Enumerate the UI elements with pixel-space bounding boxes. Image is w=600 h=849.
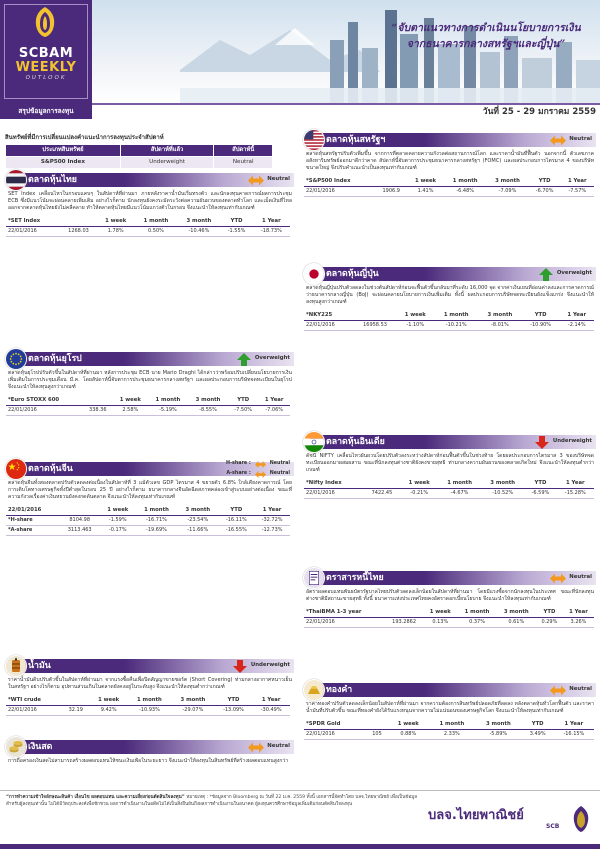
table-cell: 3.26%	[563, 617, 594, 627]
col-header: 1 month	[136, 506, 177, 516]
performance-table	[304, 719, 594, 740]
table-cell: -1.59%	[100, 516, 136, 526]
section-europe	[2, 347, 296, 416]
summary-header: สัปดาห์ที่แล้ว	[120, 144, 214, 156]
sub-label: สรุปข้อมูลการลงทุน	[0, 103, 92, 119]
col-header: 1 Year	[563, 607, 594, 617]
table-cell: *A-share	[6, 526, 60, 536]
section-header	[300, 678, 598, 700]
col-header: 1 week	[90, 695, 128, 705]
disclaimer	[6, 795, 418, 808]
section-header	[2, 347, 296, 369]
col-header: 3 month	[478, 311, 522, 321]
rating-label: Underweight	[250, 662, 290, 669]
rating-badge	[232, 657, 290, 675]
col-header: 1 month	[134, 217, 177, 227]
section-china	[2, 457, 296, 536]
section-header	[300, 430, 598, 452]
col-header: 1 Year	[554, 719, 594, 729]
table-cell: -12.73%	[254, 526, 290, 536]
table-row	[304, 617, 594, 627]
rating-label: Overweight	[254, 355, 290, 362]
table-cell: -11.66%	[177, 526, 218, 536]
table-cell: -10.93%	[128, 705, 172, 715]
col-header: YTD	[215, 695, 253, 705]
rating-badge	[248, 738, 290, 756]
table-cell: 0.13%	[423, 617, 457, 627]
rating-label: Neutral	[267, 176, 290, 183]
section-body: ตลาดหุ้นญี่ปุ่นปรับตัวลดลงในช่วงต้นสัปดาห์ก่อนจะฟื้นตัวขึ้นกลับมาที่ระดับ 16,000 จุด จากค่าเงินเยนที่อ่อนค่าลงและการคาดการณ์ว่าธนาคารกลางญี่ปุ่น (BoJ) จะผ่อนคลายนโยบายการเงินเพิ่มเติม ทั้งนี้ ผลประกอบการบริษัทจดทะเบียนยังแข็งแกร่ง จึงแนะนำให้ลงทุนสูงกว่าเกณฑ์	[306, 285, 594, 306]
section-body: SET Index เคลื่อนไหวในกรอบแคบๆ ในสัปดาห์ที่ผ่านมา ภายหลังราคาน้ำมันเริ่มทรงตัว และนักลงทุนคาดการณ์ผลการประชุม ECB ซึ่งมีแนวโน้มจะผ่อนคลายเพิ่มเติม อย่างไรก็ตาม นักลงทุนยังคงระมัดระวังต่อความผันผวนของตลาดทั่วโลก และเม็ดเงินที่ไหลออกจากตลาดหุ้นไทยยังไม่คลี่คลาย ทำให้ตลาดหุ้นไทยมีแนวโน้มแกว่งตัวในกรอบ จึงแนะนำให้ลงทุนเท่ากับเกณฑ์	[8, 191, 292, 212]
table-cell: 2.33%	[429, 729, 476, 739]
section-japan	[300, 262, 598, 331]
col-header: 3 month	[486, 177, 528, 187]
index-name: *S&P500 Index	[304, 177, 375, 187]
table-cell: -7.50%	[228, 406, 258, 416]
section-title: ตลาดหุ้นญี่ปุ่น	[326, 269, 379, 279]
rating-label: Neutral	[267, 743, 290, 750]
section-cash	[2, 735, 296, 767]
col-header: 1 week	[97, 217, 135, 227]
col-header: 3 month	[177, 217, 220, 227]
table-cell: 22/01/2016	[304, 729, 366, 739]
table-cell: -19.69%	[136, 526, 177, 536]
table-cell: Neutral	[214, 156, 273, 168]
col-header: 3 month	[188, 396, 228, 406]
section-header	[300, 566, 598, 588]
neutral-arrow-icon	[550, 572, 566, 585]
quote-line-1: “จับตาแนวทางการดำเนินนโยบายการเงิน	[391, 22, 581, 34]
week-label: วันที่ 25 - 29 มกราคม 2559	[482, 107, 596, 117]
col-header: YTD	[228, 396, 258, 406]
col-header: 1 Year	[557, 479, 594, 489]
table-cell: 0.29%	[536, 617, 563, 627]
rating-label: Neutral	[569, 686, 592, 693]
table-cell: -18.73%	[253, 227, 290, 237]
table-row	[304, 187, 594, 197]
section-body: ราคาน้ำมันดิบปรับตัวขึ้นในสัปดาห์ที่ผ่านมา จากแรงซื้อคืนเพื่อปิดสัญญาขายชอร์ต (Short Covering) ท่ามกลางอากาศหนาวเย็นในสหรัฐฯ อย่างไรก็ตาม อุปทานส่วนเกินในตลาดยังคงอยู่ในระดับสูง จึงแนะนำให้ลงทุนต่ำกว่าเกณฑ์	[8, 677, 292, 691]
table-cell: Underweight	[120, 156, 214, 168]
table-cell: -7.06%	[258, 406, 290, 416]
a-share-rating	[198, 469, 290, 479]
logo-weekly-text: WEEKLY	[15, 60, 77, 75]
col-header: YTD	[522, 311, 560, 321]
cash-coins-icon	[5, 736, 27, 758]
performance-table	[304, 177, 594, 198]
table-cell: 105	[366, 729, 388, 739]
scbam-logo	[0, 0, 92, 103]
table-cell: 3.49%	[522, 729, 554, 739]
rating-badge	[550, 131, 592, 149]
col-header: 1 week	[396, 311, 434, 321]
section-header	[2, 735, 296, 757]
scb-emblem-icon	[570, 805, 592, 833]
table-cell: 9.42%	[90, 705, 128, 715]
summary-title: สินทรัพย์ที่มีการเปลี่ยนแปลงคำแนะนำการลงทุนประจำสัปดาห์	[5, 134, 164, 141]
section-oil	[2, 654, 296, 716]
thailand-flag-icon	[5, 169, 27, 191]
table-cell: -23.54%	[177, 516, 218, 526]
col-header: 1 Year	[252, 695, 290, 705]
india-flag-icon	[303, 431, 325, 453]
table-cell: 193.2862	[385, 617, 423, 627]
col-header: 1 Year	[254, 506, 290, 516]
rating-badge	[538, 265, 592, 283]
table-cell: -10.46%	[177, 227, 220, 237]
section-body: ตลาดหุ้นสหรัฐฯปรับตัวเพิ่มขึ้น จากการที่ตลาดคลายความกังวลต่อสถานการณ์โลก และราคาน้ำมันที่ฟื้นตัว นอกจากนี้ ตัวเลขภาคอสังหาริมทรัพย์ออกมาดีกว่าคาด สัปดาห์นี้จับตาการประชุมธนาคารกลางสหรัฐฯ (FOMC) และผลประกอบการไตรมาส 4 ของบริษัทขนาดใหญ่ จึงปรับคำแนะนำเป็นลงทุนเท่ากับเกณฑ์	[306, 151, 594, 172]
index-name: *NKY225	[304, 311, 354, 321]
bond-document-icon	[303, 567, 325, 589]
col-header	[62, 695, 90, 705]
col-header: YTD	[524, 479, 557, 489]
table-cell: 22/01/2016	[304, 321, 354, 331]
neutral-arrow-icon	[248, 741, 264, 754]
logo-outlook-text: OUTLOOK	[25, 75, 67, 81]
table-cell: -13.09%	[215, 705, 253, 715]
down-arrow-icon	[534, 436, 550, 449]
headline-quote	[375, 20, 597, 53]
disclaimer-text: หมายเหตุ : *ข้อมูลจาก Bloomberg ณ วันที่ 22 ม.ค. 2559 ทั้งนี้ เอกสารนี้จัดทำโดย บลจ.ไทยพาณิชย์ เพื่อเป็นข้อมูลสำหรับผู้ลงทุนเท่านั้น ไม่ได้มีวัตถุประสงค์เพื่อชักชวน ผลการดำเนินงานในอดีตไม่ได้เป็นสิ่งยืนยันถึงผลการดำเนินงานในอนาคต ผู้ลงทุนควรศึกษาข้อมูลเพิ่มเติมก่อนตัดสินใจลงทุน	[6, 795, 418, 807]
col-header: 3 month	[481, 479, 524, 489]
col-header: YTD	[536, 607, 563, 617]
down-arrow-icon	[232, 660, 248, 673]
table-cell: -10.90%	[522, 321, 560, 331]
col-header	[354, 311, 396, 321]
japan-flag-icon	[303, 263, 325, 285]
rating-label: Underweight	[552, 438, 592, 445]
neutral-arrow-icon	[550, 134, 566, 147]
col-header	[83, 396, 113, 406]
page-footer	[0, 790, 600, 849]
table-cell: 22/01/2016	[6, 705, 62, 715]
usa-flag-icon	[303, 129, 325, 151]
section-title: ตลาดหุ้นจีน	[28, 464, 73, 474]
col-header: 1 week	[407, 177, 444, 187]
section-title: ตลาดหุ้นสหรัฐฯ	[326, 135, 386, 145]
col-header: 1 month	[128, 695, 172, 705]
up-arrow-icon	[538, 268, 554, 281]
performance-table	[304, 311, 594, 332]
table-cell: -16.15%	[554, 729, 594, 739]
scb-emblem-icon	[30, 5, 60, 39]
section-header	[2, 457, 296, 479]
header-rule	[92, 103, 600, 105]
section-title: ตลาดหุ้นไทย	[28, 175, 77, 185]
rating-label: Neutral	[569, 574, 592, 581]
section-header	[300, 262, 598, 284]
table-cell: -32.72%	[254, 516, 290, 526]
table-cell: 0.37%	[457, 617, 496, 627]
table-row	[6, 406, 290, 416]
col-header: YTD	[522, 719, 554, 729]
up-arrow-icon	[236, 353, 252, 366]
oil-barrel-icon	[5, 655, 27, 677]
col-header: 1 month	[429, 719, 476, 729]
china-flag-icon	[5, 458, 27, 480]
col-header	[60, 506, 100, 516]
h-share-rating	[198, 459, 290, 469]
table-cell: 0.61%	[497, 617, 536, 627]
table-cell: 1.78%	[97, 227, 135, 237]
col-header: 1 week	[100, 506, 136, 516]
performance-table	[304, 607, 594, 628]
table-cell: 0.50%	[134, 227, 177, 237]
col-header: 22/01/2016	[6, 506, 60, 516]
rating-badge	[236, 350, 290, 368]
table-cell: -16.55%	[218, 526, 254, 536]
col-header: 1 month	[438, 479, 481, 489]
section-header	[2, 654, 296, 676]
section-title: ตลาดหุ้นอินเดีย	[326, 437, 385, 447]
rating-badge	[534, 433, 592, 451]
col-header: 1 month	[444, 177, 486, 187]
section-title: ตราสารหนี้ไทย	[326, 573, 384, 583]
section-gold	[300, 678, 598, 740]
col-header: 1 Year	[561, 177, 594, 187]
table-cell: -16.71%	[136, 516, 177, 526]
col-header: 1 Year	[253, 217, 290, 227]
col-header: YTD	[220, 217, 252, 227]
index-name: *Nifty Index	[304, 479, 363, 489]
table-row	[304, 489, 594, 499]
bank-name: บลจ.ไทยพาณิชย์	[428, 808, 524, 823]
bank-scb-text: SCB	[546, 823, 560, 830]
section-bond	[300, 566, 598, 628]
table-row	[6, 526, 290, 536]
table-cell: 8104.98	[60, 516, 100, 526]
col-header: 1 week	[113, 396, 148, 406]
section-us	[300, 128, 598, 197]
col-header	[366, 719, 388, 729]
scb-bank-logo	[428, 805, 594, 835]
table-cell: 22/01/2016	[304, 187, 375, 197]
index-name: *SET Index	[6, 217, 60, 227]
table-cell: 32.19	[62, 705, 90, 715]
table-cell: 2.58%	[113, 406, 148, 416]
neutral-arrow-icon	[254, 470, 267, 479]
col-header: 1 month	[434, 311, 478, 321]
table-cell: 0.88%	[388, 729, 429, 739]
summary-header: ประเภทสินทรัพย์	[6, 144, 121, 156]
table-cell: -10.21%	[434, 321, 478, 331]
col-header: 3 month	[475, 719, 522, 729]
table-cell: 7422.45	[363, 489, 400, 499]
table-cell: 1906.9	[375, 187, 407, 197]
performance-table	[6, 506, 290, 537]
disclaimer-warning: “การทำความเข้าใจลักษณะสินค้า เงื่อนไข ผลตอบแทน และความเสี่ยงก่อนตัดสินใจลงทุน”	[6, 795, 185, 800]
table-cell: -30.49%	[252, 705, 290, 715]
col-header: 1 Year	[560, 311, 594, 321]
table-cell: -0.17%	[100, 526, 136, 536]
section-header	[300, 128, 598, 150]
summary-header: สัปดาห์นี้	[214, 144, 273, 156]
index-name: *SPDR Gold	[304, 719, 366, 729]
table-cell: -7.09%	[486, 187, 528, 197]
section-body: การถือครองเงินสดไม่สามารถสร้างผลตอบแทนให้ชนะเงินเฟ้อในระยะยาว จึงแนะนำให้ลงทุนในสินทรัพย์ที่สร้างผลตอบแทนสูงกว่า	[8, 758, 289, 764]
table-cell: 16958.53	[354, 321, 396, 331]
rating-label: Neutral	[269, 460, 290, 466]
section-body: ตลาดหุ้นยุโรปปรับตัวขึ้นในสัปดาห์ที่ผ่านมา หลังการประชุม ECB นาย Mario Draghi ได้กล่าวว่าพร้อมปรับเปลี่ยนนโยบายการเงินเพิ่มเติมในการประชุมเดือน มี.ค. โดยสัปดาห์นี้จับตาการประชุมธนาคารกลางสหรัฐฯ และผลประกอบการบริษัทจดทะเบียนในยุโรป จึงแนะนำให้ลงทุนสูงกว่าเกณฑ์	[8, 370, 292, 391]
section-title: น้ำมัน	[28, 661, 51, 671]
index-name: *ThaiBMA 1-3 year	[304, 607, 385, 617]
rating-label: Neutral	[569, 136, 592, 143]
table-row	[6, 156, 273, 168]
table-cell: -15.28%	[557, 489, 594, 499]
rating-label: Neutral	[269, 470, 290, 476]
table-cell: -4.67%	[438, 489, 481, 499]
table-cell: -7.57%	[561, 187, 594, 197]
section-title: ตลาดหุ้นยุโรป	[28, 354, 82, 364]
col-header: 1 week	[423, 607, 457, 617]
section-title: เงินสด	[28, 742, 53, 752]
table-cell: 1268.03	[60, 227, 97, 237]
table-cell: -10.52%	[481, 489, 524, 499]
performance-table	[6, 396, 290, 417]
table-cell: 22/01/2016	[6, 227, 60, 237]
table-cell: S&P500 Index	[6, 156, 121, 168]
table-cell: *H-share	[6, 516, 60, 526]
rating-caption: A-share :	[226, 470, 251, 476]
col-header: 3 month	[497, 607, 536, 617]
table-cell: 3113.463	[60, 526, 100, 536]
table-cell: 1.41%	[407, 187, 444, 197]
neutral-arrow-icon	[550, 684, 566, 697]
col-header	[60, 217, 97, 227]
quote-line-2: จากธนาคารกลางสหรัฐฯและญี่ปุ่น”	[406, 38, 566, 51]
table-cell: -0.21%	[400, 489, 438, 499]
table-cell: -6.48%	[444, 187, 486, 197]
rating-badge	[550, 681, 592, 699]
table-cell: -6.70%	[529, 187, 561, 197]
col-header	[385, 607, 423, 617]
table-cell: -8.01%	[478, 321, 522, 331]
table-row	[6, 705, 290, 715]
rating-badge	[550, 569, 592, 587]
table-row	[6, 516, 290, 526]
table-cell: -1.10%	[396, 321, 434, 331]
performance-table	[304, 479, 594, 500]
section-title: ทองคำ	[326, 685, 353, 695]
col-header: 3 month	[171, 695, 215, 705]
summary-table	[5, 144, 273, 169]
table-cell: -16.11%	[218, 516, 254, 526]
table-cell: -5.89%	[475, 729, 522, 739]
rating-caption: H-share :	[226, 460, 251, 466]
col-header	[375, 177, 407, 187]
table-cell: -5.19%	[148, 406, 188, 416]
section-india	[300, 430, 598, 499]
col-header: 1 week	[400, 479, 438, 489]
col-header: 1 month	[148, 396, 188, 406]
table-cell: 22/01/2016	[304, 489, 363, 499]
table-row	[304, 729, 594, 739]
page-header	[0, 0, 600, 128]
logo-scbam-text: SCBAM	[18, 46, 74, 61]
table-cell: 22/01/2016	[304, 617, 385, 627]
neutral-arrow-icon	[248, 174, 264, 187]
section-body: ตลาดหุ้นจีนทั้งสองตลาดปรับตัวลดลงต่อเนื่องในสัปดาห์ที่ 3 แม้ตัวเลข GDP ไตรมาส 4 ขยายตัว 6.8% ใกล้เคียงคาดการณ์ โดยการเติบโตทางเศรษฐกิจทั้งปีต่ำสุดในรอบ 25 ปี อย่างไรก็ตาม ธนาคารกลางจีนอัดฉีดสภาพคล่องเข้าสู่ระบบอย่างต่อเนื่อง ขณะที่ความกังวลเรื่องค่าเงินหยวนยังคงกดดันตลาด จึงแนะนำให้ลงทุนเท่ากับเกณฑ์	[8, 480, 292, 501]
index-name: *WTI crude	[6, 695, 62, 705]
rating-label: Overweight	[556, 270, 592, 277]
rating-badge	[198, 459, 290, 479]
col-header: 3 month	[177, 506, 218, 516]
table-cell: -8.55%	[188, 406, 228, 416]
table-cell: -1.55%	[220, 227, 252, 237]
footer-bar	[0, 844, 600, 849]
section-body: ราคาทองคำปรับตัวลดลงเล็กน้อยในสัปดาห์ที่ผ่านมา จากความต้องการสินทรัพย์ปลอดภัยที่ลดลง หลังตลาดหุ้นทั่วโลกฟื้นตัว และราคาน้ำมันที่ปรับตัวขึ้น ขณะที่ทองคำยังได้รับแรงหนุนจากความไม่แน่นอนของเศรษฐกิจโลก จึงแนะนำให้ลงทุนเท่ากับเกณฑ์	[306, 701, 594, 715]
section-body: ดัชนี NIFTY เคลื่อนไหวผันผวนโดยปรับตัวลงระหว่างสัปดาห์ก่อนฟื้นตัวขึ้นในช่วงท้าย โดยผลประกอบการไตรมาส 3 ของบริษัทจดทะเบียนออกมาผสมผสาน ขณะที่นักลงทุนต่างชาติยังคงขายสุทธิ ท่ามกลางความผันผวนของตลาดเกิดใหม่ จึงแนะนำให้ลงทุนต่ำกว่าเกณฑ์	[306, 453, 594, 474]
table-row	[6, 227, 290, 237]
table-row	[304, 321, 594, 331]
rating-badge	[248, 171, 290, 189]
neutral-arrow-icon	[254, 460, 267, 469]
table-cell: 22/01/2016	[6, 406, 83, 416]
section-body: อัตราผลตอบแทนพันธบัตรรัฐบาลไทยปรับตัวลดลงเล็กน้อยในสัปดาห์ที่ผ่านมา โดยมีแรงซื้อจากนักลงทุนในประเทศ ขณะที่นักลงทุนต่างชาติมีสถานะขายสุทธิ ทั้งนี้ ธนาคารแห่งประเทศไทยคงอัตราดอกเบี้ยนโยบาย จึงแนะนำให้ลงทุนเท่ากับเกณฑ์	[306, 589, 594, 603]
col-header: YTD	[529, 177, 561, 187]
eu-flag-icon	[5, 348, 27, 370]
table-cell: 338.36	[83, 406, 113, 416]
col-header: YTD	[218, 506, 254, 516]
gold-bar-icon	[303, 679, 325, 701]
performance-table	[6, 695, 290, 716]
col-header	[363, 479, 400, 489]
section-thai	[2, 168, 296, 237]
col-header: 1 month	[457, 607, 496, 617]
table-cell: -29.07%	[171, 705, 215, 715]
col-header: 1 Year	[258, 396, 290, 406]
index-name: *Euro STOXX 600	[6, 396, 83, 406]
performance-table	[6, 217, 290, 238]
table-cell: -2.14%	[560, 321, 594, 331]
summary-section	[5, 134, 292, 169]
table-cell: -6.59%	[524, 489, 557, 499]
col-header: 1 week	[388, 719, 429, 729]
section-header	[2, 168, 296, 190]
